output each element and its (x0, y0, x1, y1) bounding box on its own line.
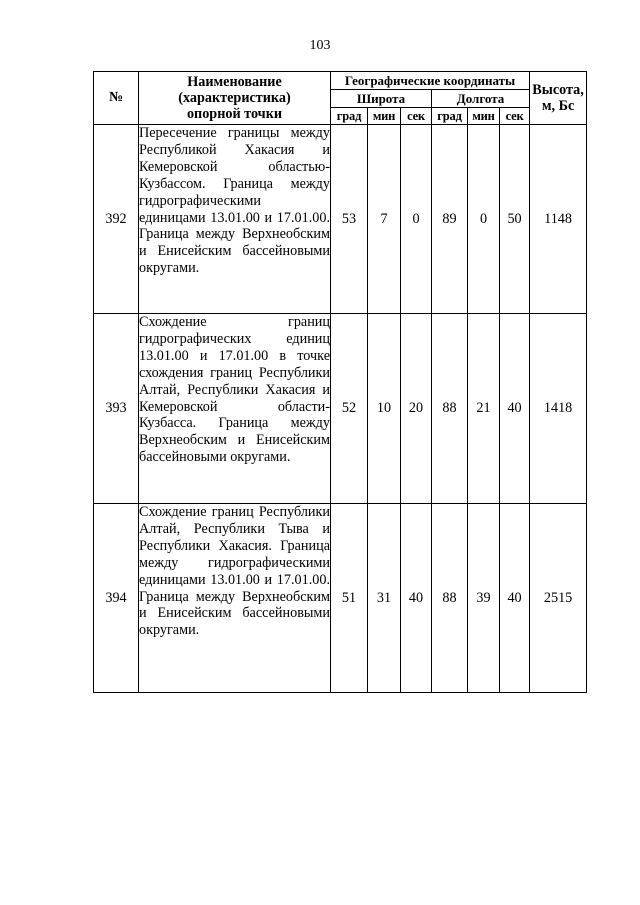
page-number: 103 (309, 38, 331, 53)
row-lat-sec: 40 (401, 504, 432, 693)
header-geo-coordinates: Географические координаты (331, 72, 530, 90)
row-lon-sec: 40 (500, 504, 530, 693)
row-lon-sec: 40 (500, 314, 530, 504)
header-lat-deg: град (331, 108, 368, 125)
row-name: Схождение границ гидрографических единиц 13.01.00 и 17.01.00 в точке схождения границ Республики Алтай, Республики Хакасия и Кемеровской области-Кузбасса. Граница между Верхнеобским и Енисейским бассейновыми округами. (139, 314, 331, 504)
row-lat-deg: 53 (331, 125, 368, 314)
row-height: 1148 (530, 125, 587, 314)
row-lat-min: 7 (368, 125, 401, 314)
row-number: 393 (94, 314, 139, 504)
header-number: № (94, 72, 139, 125)
row-lat-sec: 20 (401, 314, 432, 504)
header-height-line1: Высота, (532, 82, 584, 98)
row-lon-deg: 88 (432, 314, 468, 504)
header-lat-sec: сек (401, 108, 432, 125)
header-name-line2: (характеристика) (178, 90, 291, 106)
row-number: 394 (94, 504, 139, 693)
table-row (94, 504, 587, 693)
row-lon-deg: 88 (432, 504, 468, 693)
coordinates-table (93, 71, 587, 693)
row-lon-min: 21 (468, 314, 500, 504)
header-name (139, 72, 331, 125)
header-height-line2: м, Бс (541, 98, 575, 114)
header-name-line1: Наименование (187, 74, 282, 90)
header-latitude: Широта (331, 90, 432, 108)
header-name-line3: опорной точки (186, 106, 283, 122)
row-name: Пересечение границы между Республикой Хакасия и Кемеровской областью-Кузбассом. Граница между гидрографическими единицами 13.01.00 и 17.01.00. Граница между Верхнеобским и Енисейским бассейновыми округами. (139, 125, 331, 314)
row-lon-min: 0 (468, 125, 500, 314)
header-lon-deg: град (432, 108, 468, 125)
row-lon-deg: 89 (432, 125, 468, 314)
header-longitude: Долгота (432, 90, 530, 108)
row-lat-min: 31 (368, 504, 401, 693)
row-lat-deg: 51 (331, 504, 368, 693)
table-row (94, 125, 587, 314)
row-lon-sec: 50 (500, 125, 530, 314)
header-height (530, 72, 587, 125)
header-lon-min: мин (468, 108, 500, 125)
row-lat-deg: 52 (331, 314, 368, 504)
row-lon-min: 39 (468, 504, 500, 693)
row-lat-min: 10 (368, 314, 401, 504)
header-lat-min: мин (368, 108, 401, 125)
row-height: 1418 (530, 314, 587, 504)
row-number: 392 (94, 125, 139, 314)
header-lon-sec: сек (500, 108, 530, 125)
row-lat-sec: 0 (401, 125, 432, 314)
row-height: 2515 (530, 504, 587, 693)
table-row (94, 314, 587, 504)
row-name: Схождение границ Республики Алтай, Республики Тыва и Республики Хакасия. Граница между гидрографическими единицами 13.01.00 и 17.01.00. Граница между Верхнеобским и Енисейским бассейновыми округами. (139, 504, 331, 693)
